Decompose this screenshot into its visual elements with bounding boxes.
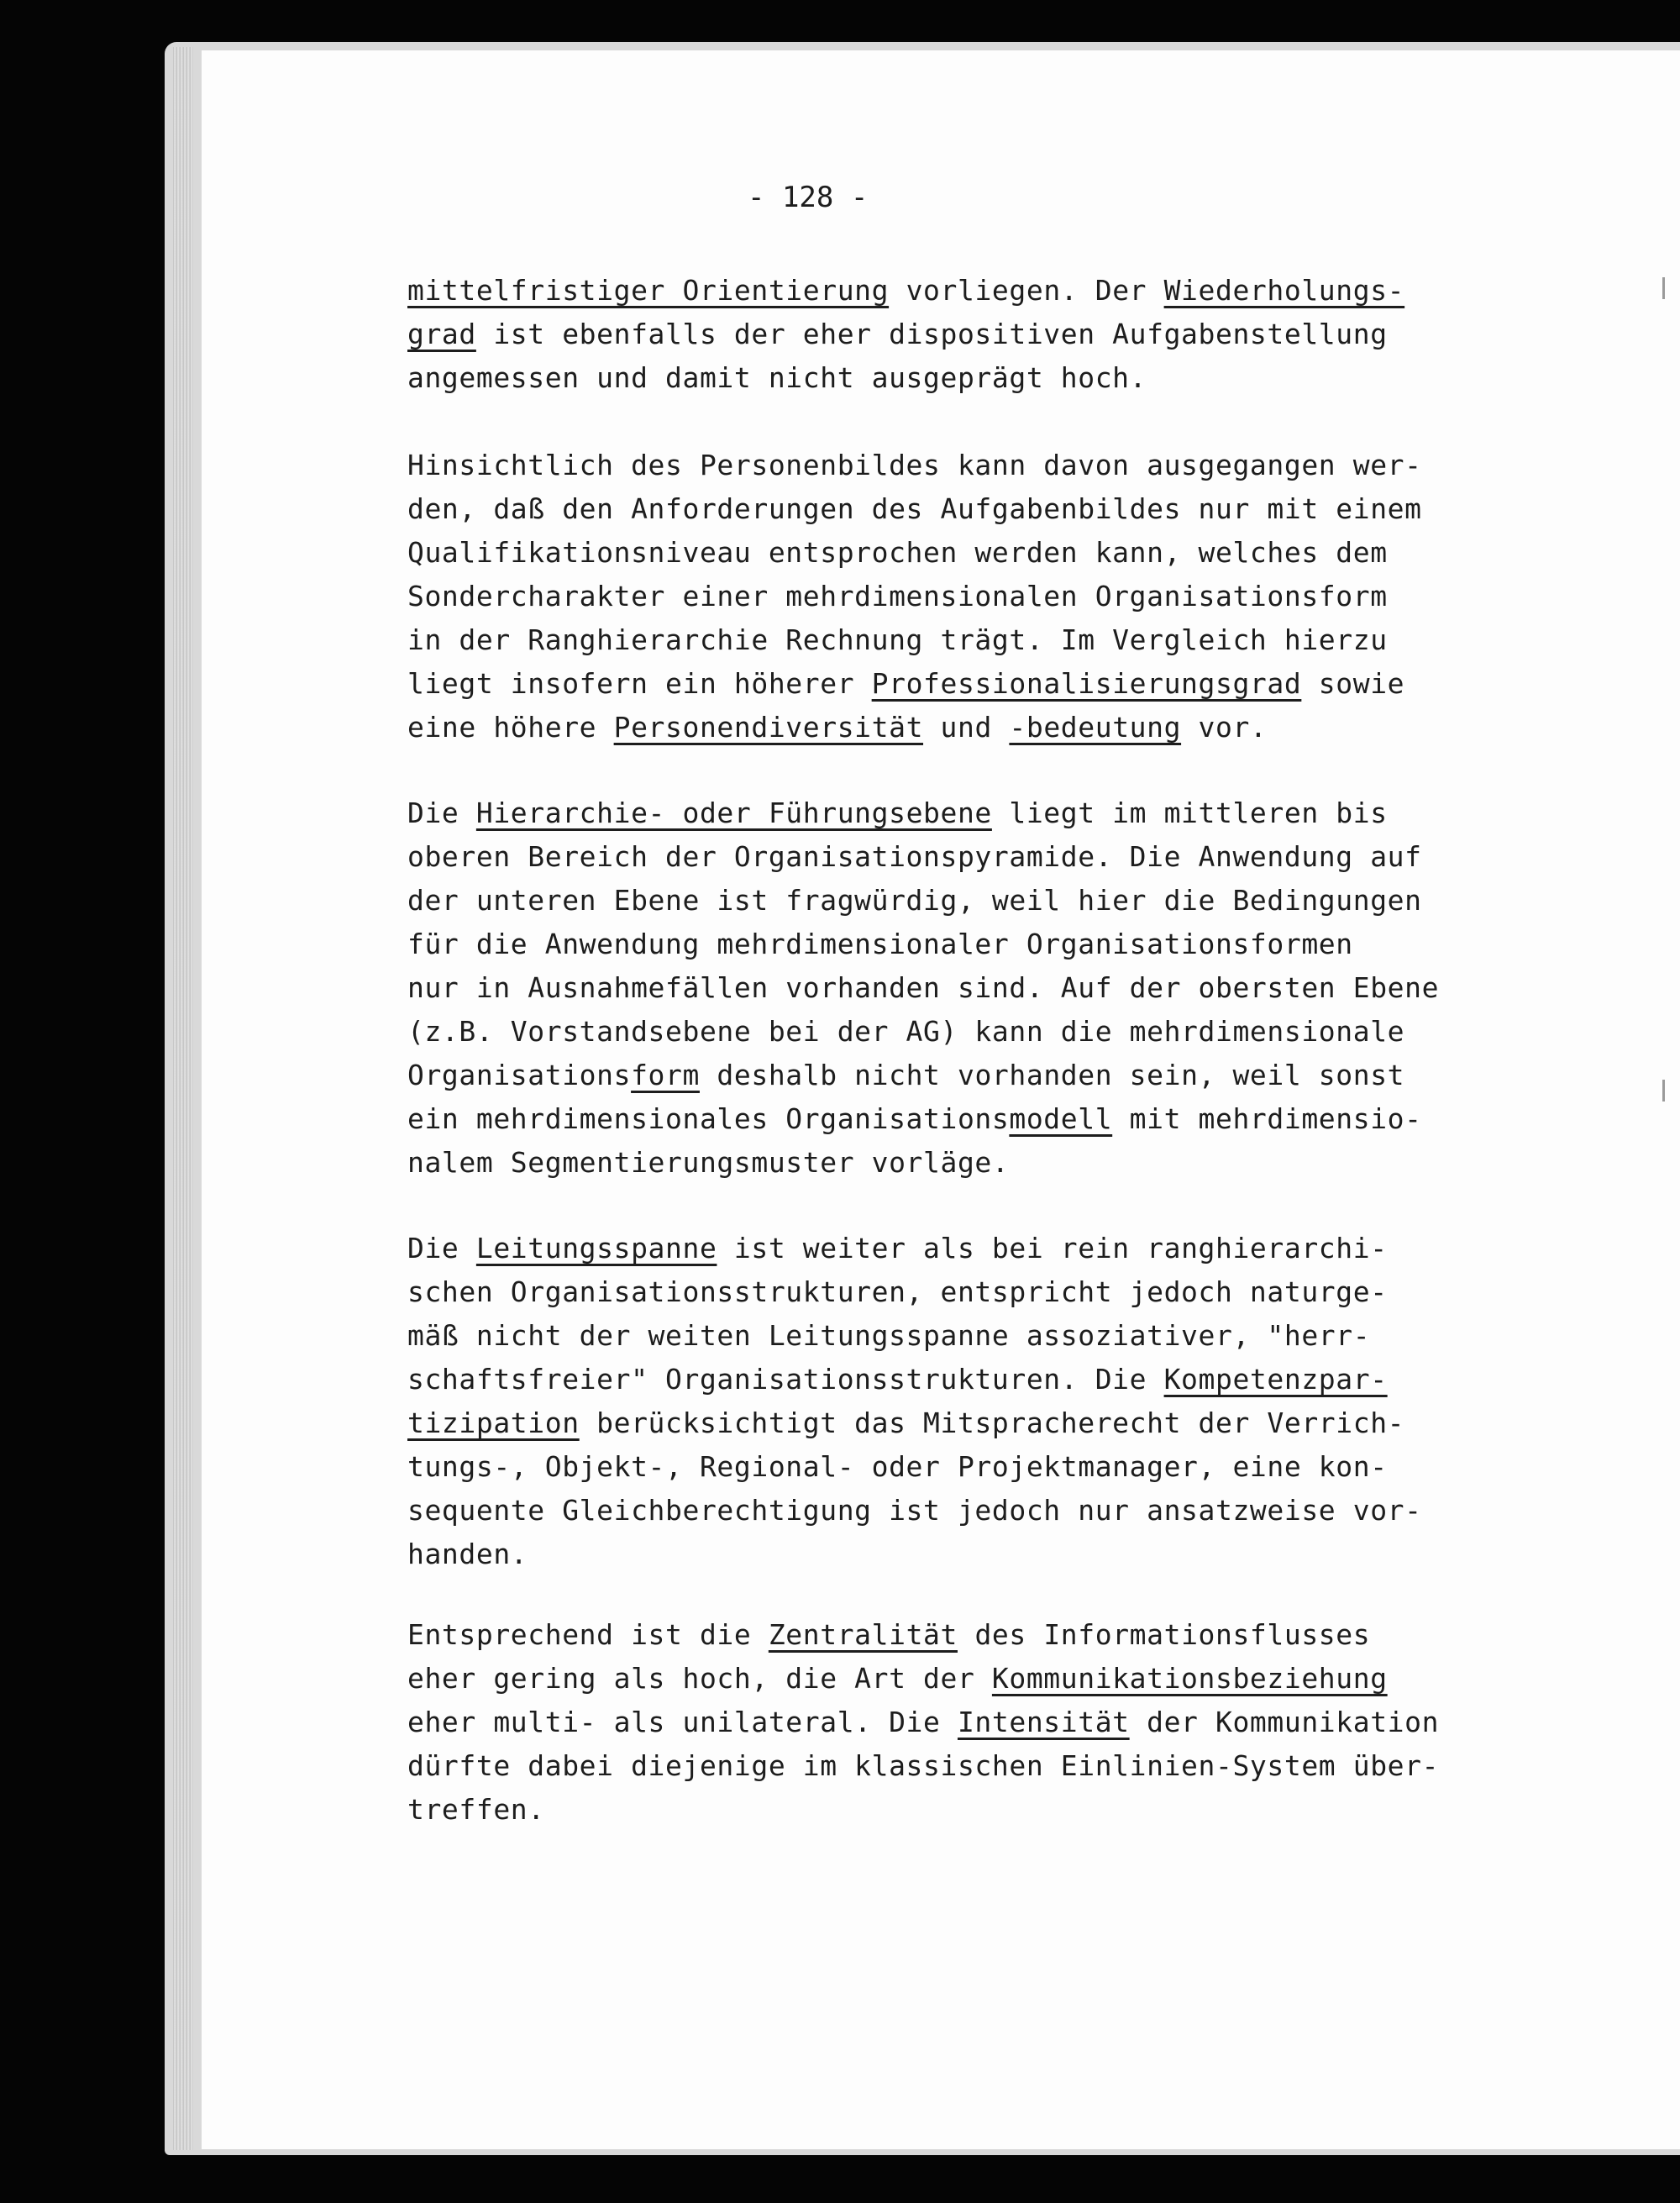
underlined-term: Intensität <box>957 1706 1130 1738</box>
text-segment: in der Ranghierarchie Rechnung trägt. Im Vergleich hierzu <box>407 623 1388 656</box>
underlined-term: Personendiversität <box>613 711 924 744</box>
paragraph-4 <box>407 1227 1533 1576</box>
text-segment: eine höhere <box>407 711 614 744</box>
underlined-term: Hierarchie- oder Führungsebene <box>475 797 992 829</box>
text-segment: angemessen und damit nicht ausgeprägt hoch. <box>407 361 1147 394</box>
text-line <box>407 575 1533 618</box>
text-line <box>407 1270 1533 1314</box>
text-line <box>407 835 1533 879</box>
text-segment: nur in Ausnahmefällen vorhanden sind. Auf der obersten Ebene <box>407 971 1440 1004</box>
underlined-term: tizipation <box>407 1406 580 1439</box>
underlined-term: -bedeutung <box>1009 711 1182 744</box>
text-line <box>407 487 1533 531</box>
text-line <box>407 1141 1533 1185</box>
text-segment: nalem Segmentierungsmuster vorläge. <box>407 1146 1010 1179</box>
text-segment: eher gering als hoch, die Art der <box>407 1662 992 1695</box>
text-segment: und <box>923 711 1010 744</box>
text-line <box>407 444 1533 487</box>
text-line <box>407 531 1533 575</box>
text-line <box>407 1314 1533 1358</box>
text-line <box>407 1744 1533 1788</box>
underlined-term: modell <box>1009 1102 1113 1135</box>
text-segment: deshalb nicht vorhanden sein, weil sonst <box>699 1059 1405 1091</box>
text-segment: Sondercharakter einer mehrdimensionalen Organisationsform <box>407 580 1388 613</box>
text-line <box>407 1097 1533 1141</box>
text-segment: des Informationsflusses <box>957 1618 1371 1651</box>
text-line <box>407 269 1533 313</box>
underlined-term: Leitungsspanne <box>475 1232 717 1264</box>
text-line <box>407 1358 1533 1401</box>
text-segment: Qualifikationsniveau entsprochen werden kann, welches dem <box>407 536 1388 569</box>
text-segment: mäß nicht der weiten Leitungsspanne assoziativer, "herr- <box>407 1319 1371 1352</box>
text-line <box>407 662 1533 706</box>
text-line <box>407 923 1533 966</box>
text-segment: schen Organisationsstrukturen, entspricht jedoch naturge- <box>407 1275 1388 1308</box>
text-segment: ein mehrdimensionales Organisations <box>407 1102 1010 1135</box>
text-segment: der unteren Ebene ist fragwürdig, weil hier die Bedingungen <box>407 884 1422 917</box>
text-line <box>407 1613 1533 1657</box>
text-line <box>407 313 1533 356</box>
text-segment: Organisations <box>407 1059 632 1091</box>
text-segment: ist weiter als bei rein ranghierarchi- <box>717 1232 1388 1264</box>
text-segment: eher multi- als unilateral. Die <box>407 1706 958 1738</box>
underlined-term: form <box>631 1059 700 1091</box>
text-line <box>407 1533 1533 1576</box>
text-segment: vor. <box>1181 711 1268 744</box>
text-segment: Hinsichtlich des Personenbildes kann davon ausgegangen wer- <box>407 449 1422 481</box>
text-segment: vorliegen. Der <box>889 274 1164 307</box>
text-segment: liegt insofern ein höherer <box>407 667 872 700</box>
text-line <box>407 1445 1533 1489</box>
text-line <box>407 1657 1533 1701</box>
text-segment: treffen. <box>407 1793 545 1826</box>
text-segment: Entsprechend ist die <box>407 1618 769 1651</box>
text-line <box>407 791 1533 835</box>
margin-mark <box>1662 1080 1665 1102</box>
underlined-term: Professionalisierungsgrad <box>871 667 1302 700</box>
text-line <box>407 1227 1533 1270</box>
underlined-term: mittelfristiger Orientierung <box>407 274 890 307</box>
paragraph-3 <box>407 791 1533 1185</box>
text-segment: tungs-, Objekt-, Regional- oder Projektmanager, eine kon- <box>407 1450 1388 1483</box>
paragraph-5 <box>407 1613 1533 1832</box>
text-line <box>407 706 1533 749</box>
text-segment: sowie <box>1301 667 1405 700</box>
text-line <box>407 1788 1533 1832</box>
text-segment: dürfte dabei diejenige im klassischen Einlinien-System über- <box>407 1749 1440 1782</box>
text-line <box>407 1701 1533 1744</box>
text-segment: ist ebenfalls der eher dispositiven Aufgabenstellung <box>475 318 1388 350</box>
text-line <box>407 966 1533 1010</box>
text-line <box>407 879 1533 923</box>
text-line <box>407 1489 1533 1533</box>
text-line <box>407 618 1533 662</box>
text-segment: den, daß den Anforderungen des Aufgabenbildes nur mit einem <box>407 492 1422 525</box>
text-segment: liegt im mittleren bis <box>991 797 1388 829</box>
text-segment: der Kommunikation <box>1129 1706 1440 1738</box>
text-segment: sequente Gleichberechtigung ist jedoch nur ansatzweise vor- <box>407 1494 1422 1527</box>
underlined-term: Kompetenzpar- <box>1163 1363 1388 1396</box>
text-segment: (z.B. Vorstandsebene bei der AG) kann die mehrdimensionale <box>407 1015 1405 1048</box>
text-line <box>407 356 1533 400</box>
underlined-term: Wiederholungs- <box>1163 274 1405 307</box>
text-segment: berücksichtigt das Mitspracherecht der Verrich- <box>579 1406 1405 1439</box>
underlined-term: Zentralität <box>768 1618 958 1651</box>
text-segment: schaftsfreier" Organisationsstrukturen. Die <box>407 1363 1164 1396</box>
page-number: - 128 - <box>748 181 869 214</box>
paragraph-2 <box>407 444 1533 749</box>
margin-mark <box>1662 277 1665 299</box>
paragraph-1 <box>407 269 1533 400</box>
text-segment: Die <box>407 797 476 829</box>
text-segment: für die Anwendung mehrdimensionaler Organisationsformen <box>407 928 1353 960</box>
text-line <box>407 1054 1533 1097</box>
underlined-term: Kommunikationsbeziehung <box>991 1662 1388 1695</box>
text-segment: Die <box>407 1232 476 1264</box>
text-segment: oberen Bereich der Organisationspyramide. Die Anwendung auf <box>407 840 1422 873</box>
text-segment: handen. <box>407 1538 528 1570</box>
text-segment: mit mehrdimensio- <box>1112 1102 1422 1135</box>
text-line <box>407 1010 1533 1054</box>
underlined-term: grad <box>407 318 476 350</box>
text-line <box>407 1401 1533 1445</box>
